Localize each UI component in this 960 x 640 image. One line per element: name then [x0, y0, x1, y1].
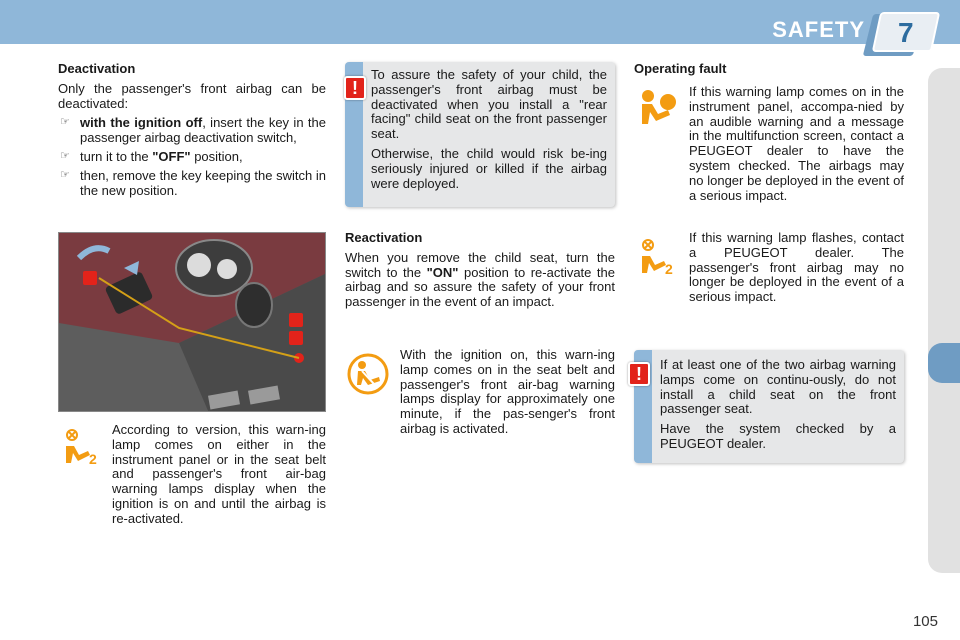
chapter-tab — [872, 12, 941, 52]
airbag-seatbelt-lamp-icon — [346, 352, 390, 400]
step-bold: with the ignition off — [80, 115, 203, 131]
reactivation-text — [345, 251, 615, 310]
fault-warning-box — [634, 350, 904, 463]
deactivation-heading: Deactivation — [58, 61, 136, 76]
step-bold: "OFF" — [152, 149, 191, 165]
list-item — [58, 150, 326, 165]
fault-text1 — [689, 85, 904, 204]
list-item — [58, 169, 326, 199]
fault-warning-p2: Have the system checked by a PEUGEOT dealer. — [660, 421, 896, 452]
reactivation-bold: "ON" — [426, 264, 459, 280]
side-index-strip — [928, 68, 960, 573]
reactivation-section — [345, 231, 615, 310]
step-text: then, remove the key keeping the switch in the new position. — [80, 167, 326, 198]
passenger-airbag-flash-icon — [638, 238, 678, 282]
page-number: 105 — [912, 612, 938, 630]
hand-pointer-icon: ☞ — [60, 168, 70, 181]
hand-pointer-icon: ☞ — [60, 150, 70, 163]
chapter-number: 7 — [897, 17, 914, 48]
operating-fault-text1 — [689, 85, 904, 204]
fault-warning-p1: If at least one of the two airbag warning lamps come on continu-ously, do not install a child seat on the front passenger seat. — [660, 357, 896, 417]
child-seat-warning-box — [345, 62, 615, 207]
operating-fault-section — [634, 62, 904, 82]
operating-fault-heading: Operating fault — [634, 61, 727, 76]
warning-box-content — [371, 68, 607, 192]
ignition-on-text: With the ignition on, this warn-ing lamp comes on in the seat belt and passenger's front air-bag warning lamps display for approximately one minute, if the pas-senger's front airbag is activated. — [400, 347, 615, 437]
according-text: According to version, this warn-ing lamp comes on either in the instrument panel or in the seat belt and passenger's front air-bag warning lamps display when the ignition is on and until the airbag is re-activated. — [112, 422, 326, 526]
step-text: turn it to the — [80, 149, 153, 165]
warning-box-content — [660, 358, 896, 452]
step-text: , insert the key in the passenger airbag deactivation switch, — [80, 115, 327, 146]
deactivation-intro: Only the passenger's front airbag can be deactivated: — [58, 80, 326, 111]
deactivation-steps — [58, 116, 326, 198]
reactivation-post: position to re-activate the airbag and so assure the safety of your front passenger in the event of an impact. — [345, 264, 616, 310]
fault-text1-span: If this warning lamp comes on in the instrument panel, accompa-nied by an audible warning and a message in the multifunction screen, contact a PEUGEOT dealer to have the system checked. The airbags may no longer be deployed in the event of a serious impact. — [689, 84, 904, 203]
dashboard-key-switch-photo — [58, 232, 326, 412]
deactivation-section — [58, 62, 326, 199]
step-text: position, — [190, 149, 243, 165]
hand-pointer-icon: ☞ — [60, 116, 70, 129]
child-warning-p1: To assure the safety of your child, the passenger's front airbag must be deactivated when you install a "rear facing" child seat on the front passenger seat. — [371, 67, 607, 142]
operating-fault-text2: If this warning lamp flashes, contact a PEUGEOT dealer. The passenger's front airbag may no longer be deployed in the event of a serious impact. — [689, 230, 904, 305]
list-item — [58, 116, 326, 146]
reactivation-pre: When you remove the child seat, turn the switch to the — [345, 249, 615, 280]
svg-text:2: 2 — [89, 451, 97, 467]
chapter-title: SAFETY — [772, 17, 865, 42]
svg-text:2: 2 — [665, 261, 673, 277]
airbag-fault-lamp-icon — [638, 88, 678, 136]
exclamation-warning-icon: ! — [628, 362, 650, 386]
passenger-airbag-off-icon — [62, 428, 102, 472]
exclamation-warning-icon: ! — [344, 76, 366, 100]
reactivation-heading: Reactivation — [345, 230, 423, 245]
side-chapter-tab — [928, 343, 960, 383]
child-warning-p2: Otherwise, the child would risk be-ing seriously injured or killed if the airbag were deployed. — [371, 146, 607, 191]
